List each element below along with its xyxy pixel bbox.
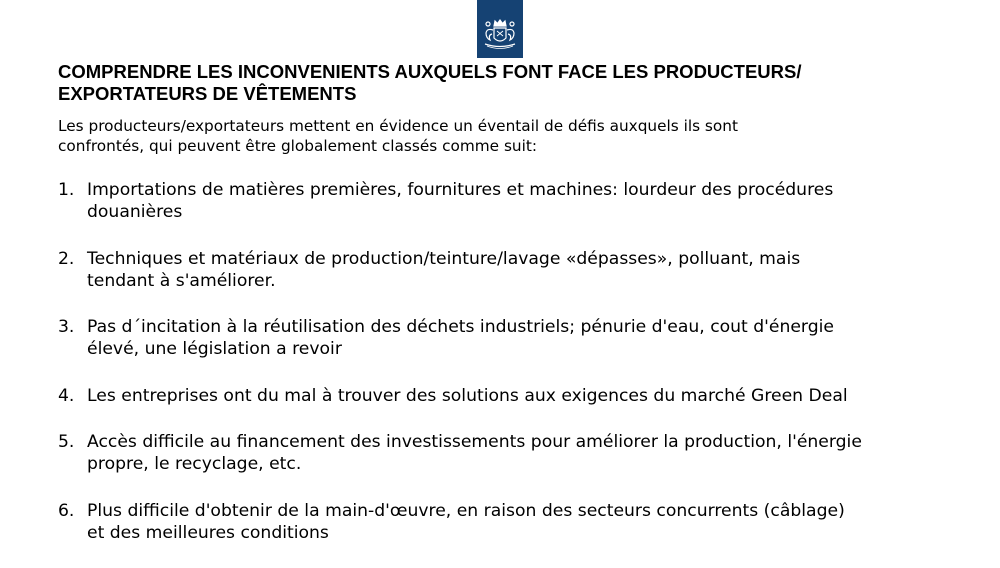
list-item-text: douanières (87, 202, 183, 222)
list-item-text: Pas d´incitation à la réutilisation des déchets industriels; pénurie d'eau, cout d'énergie (87, 317, 834, 337)
list-item (58, 179, 958, 223)
list-item-text: Techniques et matériaux de production/teinture/lavage «dépasses», polluant, mais (87, 248, 801, 269)
intro-paragraph (58, 117, 958, 156)
list-item-text: élevé, une législation a revoir (87, 339, 342, 359)
intro-line-2: confrontés, qui peuvent être globalement classés comme suit: (58, 136, 538, 155)
list-item-number: 6. (58, 500, 75, 521)
list-item-text: et des meilleures conditions (87, 522, 329, 543)
list-item-text: Les entreprises ont du mal à trouver des solutions aux exigences du marché Green Deal (87, 385, 848, 406)
title-line-2: EXPORTATEURS DE VÊTEMENTS (58, 83, 357, 104)
list-item-number: 4. (58, 385, 75, 406)
list-item-text: Importations de matières premières, fournitures et machines: lourdeur des procédures (87, 180, 834, 200)
list-item (58, 385, 958, 407)
page-title (58, 61, 958, 105)
intro-line-1: Les producteurs/exportateurs mettent en évidence un éventail de défis auxquels ils sont (58, 117, 738, 135)
list-item (58, 431, 958, 475)
list-item-text: Plus difficile d'obtenir de la main-d'œuvre, en raison des secteurs concurrents (câblage) (87, 500, 845, 521)
list-item (58, 500, 958, 544)
list-item-number: 5. (58, 432, 75, 452)
list-item-text: propre, le recyclage, etc. (87, 454, 302, 474)
list-item-number: 1. (58, 180, 75, 200)
rijksoverheid-emblem-icon (477, 0, 523, 58)
list-item-number: 2. (58, 248, 75, 269)
title-line-1: COMPRENDRE LES INCONVENIENTS AUXQUELS FONT FACE LES PRODUCTEURS/ (58, 61, 802, 82)
list-item-number: 3. (58, 317, 75, 337)
challenges-list (58, 179, 958, 568)
list-item (58, 248, 958, 292)
list-item-text: tendant à s'améliorer. (87, 270, 276, 291)
list-item-text: Accès difficile au financement des investissements pour améliorer la production, l'énergie (87, 432, 862, 452)
list-item (58, 316, 958, 360)
